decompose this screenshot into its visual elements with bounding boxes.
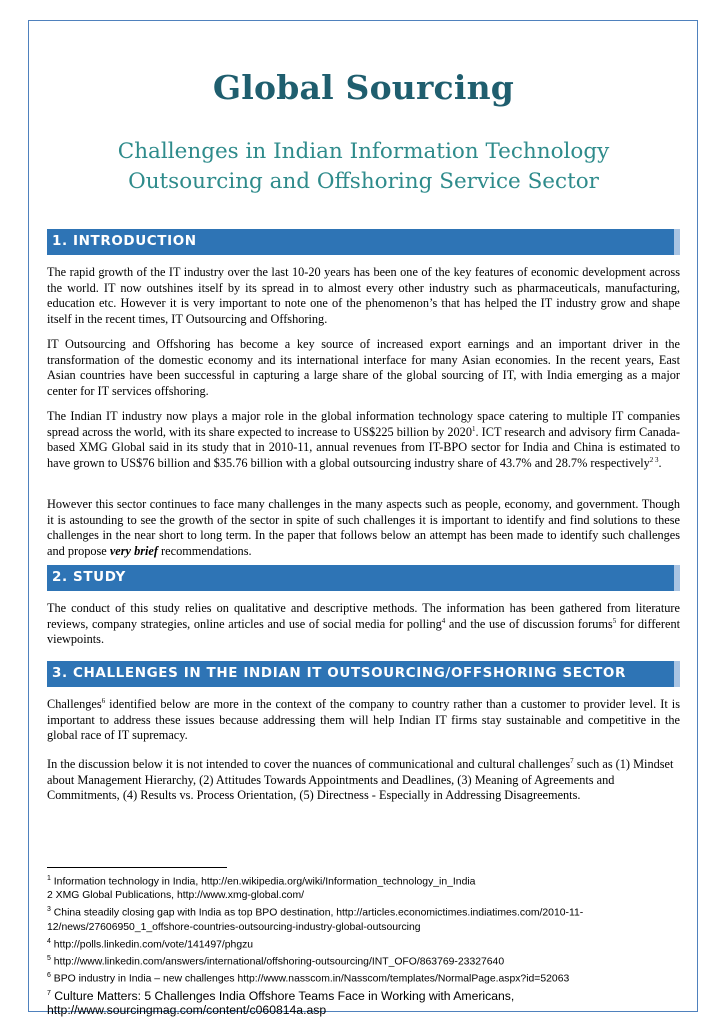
footnote-text: http://www.linkedin.com/answers/international/offshoring-outsourcing/INT_OFO/863769-23327640 bbox=[53, 956, 505, 968]
footnote-separator bbox=[47, 867, 227, 868]
challenges-paragraph-2-text-b: such as (1) Mindset about Management Hierarchy, (2) Attitudes Towards Appointments and Deadlines, (3) Meaning of Agreements and Commitments, (4) Results vs. Process Orientation, (5) Directness - Especially in Addressing Disagreements. bbox=[47, 757, 674, 802]
footnote-7 bbox=[47, 987, 680, 1018]
intro-paragraph-3 bbox=[47, 409, 680, 471]
section-heading-label: 3. CHALLENGES IN THE INDIAN IT OUTSOURCING/OFFSHORING SECTOR bbox=[52, 665, 626, 681]
footnote-ref-7: 7 bbox=[570, 756, 574, 765]
document-subtitle bbox=[47, 137, 680, 197]
footnote-ref-6: 6 bbox=[101, 696, 106, 705]
section-heading-introduction bbox=[47, 229, 680, 255]
footnote-ref-2-3: 2 3 bbox=[649, 455, 659, 464]
challenges-paragraph-2-text-a: In the discussion below it is not intended to cover the nuances of communicational and cultural challenges bbox=[47, 757, 571, 771]
footnote-number: 7 bbox=[47, 989, 51, 997]
intro-paragraph-4 bbox=[47, 497, 680, 559]
challenges-paragraph-1 bbox=[47, 697, 680, 744]
section-heading-study bbox=[47, 565, 680, 591]
footnote-text: BPO industry in India – new challenges http://www.nasscom.in/Nasscom/templates/NormalPage.aspx?id=52063 bbox=[53, 973, 570, 985]
footnote-text: Culture Matters: 5 Challenges India Offshore Teams Face in Working with Americans, http://www.sourcingmag.com/content/c060814a.asp bbox=[47, 988, 515, 1018]
study-paragraph-1 bbox=[47, 601, 680, 648]
intro-paragraph-4-text-a: However this sector continues to face many challenges in the many aspects such as people, economy, and government. Though it is astounding to see the growth of the sector in spite of such challenges it is important to identify and find solutions to these challenges in the near short to long term. In the paper that follows below an attempt has been made to identify such challenges and propose bbox=[47, 497, 680, 558]
intro-paragraph-3-text-b: . ICT research and advisory firm Canada-based XMG Global said in its study that in 2010-11, annual revenues from IT-BPO sector for India and China is estimated to have grown to US$76 billion and $35.76 billion with a global outsourcing industry share of 43.7% and 28.7% respectively bbox=[47, 424, 680, 470]
footnote-number: 4 bbox=[47, 937, 51, 945]
footnote-ref-4: 4 bbox=[441, 616, 446, 625]
challenges-paragraph-1-text-a: Challenges bbox=[47, 697, 102, 711]
intro-paragraph-2: IT Outsourcing and Offshoring has become a key source of increased export earnings and an important driver in the transformation of the domestic economy and its international interface for many Asian economies. In the recent years, East Asian countries have been successful in capturing a large share of the global sourcing of IT, with India emerging as a major center for IT services offshoring. bbox=[47, 337, 680, 398]
footnote-2 bbox=[47, 889, 680, 903]
footnote-number: 1 bbox=[47, 875, 51, 882]
document-title: Global Sourcing bbox=[212, 68, 515, 107]
intro-paragraph-4-emphasis: very brief bbox=[109, 543, 158, 558]
footnote-ref-5: 5 bbox=[612, 616, 617, 625]
section-heading-label: 1. INTRODUCTION bbox=[52, 233, 197, 249]
footnote-text: Information technology in India, http://en.wikipedia.org/wiki/Information_technology_in_India bbox=[53, 876, 476, 888]
footnote-ref-1: 1 bbox=[471, 424, 476, 433]
footnotes bbox=[47, 872, 680, 1018]
challenges-paragraph-1-text-b: identified below are more in the context of the company to country rather than a customer to provider level. It is important to address these issues because addressing them will help Indian IT firms stay sustainable and competitive in the global race of IT supremacy. bbox=[47, 697, 680, 742]
section-heading-challenges bbox=[47, 661, 680, 687]
study-paragraph-1-text-b: and the use of discussion forums bbox=[445, 616, 613, 631]
subtitle-line-1: Challenges in Indian Information Technology bbox=[117, 139, 610, 164]
intro-paragraph-1: The rapid growth of the IT industry over the last 10-20 years has been one of the key features of economic development across the world. IT now outshines itself by its spread in to almost every other industry such as pharmaceuticals, manufacturing, education etc. However it is very important to note one of the phenomenon’s that has helped the IT industry grow and shape itself in the recent times, IT Outsourcing and Offshoring. bbox=[47, 265, 680, 326]
study-paragraph-1-text-c: for different viewpoints. bbox=[47, 616, 681, 646]
footnote-number: 5 bbox=[47, 954, 51, 962]
intro-paragraph-3-text-c: . bbox=[658, 455, 662, 470]
footnote-text: http://polls.linkedin.com/vote/141497/phgzu bbox=[53, 939, 254, 951]
footnote-number: 6 bbox=[47, 972, 51, 980]
section-heading-label: 2. STUDY bbox=[52, 569, 126, 585]
footnote-text: China steadily closing gap with India as top BPO destination, http://articles.economictimes.indiatimes.com/2010-11-12/news/27606950_1_offshore-countries-outsourcing-industry-global-outsourcing bbox=[47, 907, 584, 933]
intro-paragraph-3-text-a: The Indian IT industry now plays a major role in the global information technology space catering to multiple IT companies spread across the world, with its share expected to increase to US$225 billion by 2020 bbox=[47, 409, 680, 439]
challenges-paragraph-2 bbox=[47, 757, 680, 804]
footnote-4 bbox=[47, 935, 680, 952]
footnote-6 bbox=[47, 969, 680, 986]
footnote-1 bbox=[47, 872, 680, 889]
study-paragraph-1-text-a: The conduct of this study relies on qualitative and descriptive methods. The information has been gathered from literature reviews, company strategies, online articles and use of social media for polling bbox=[47, 601, 680, 631]
footnote-text: XMG Global Publications, http://www.xmg-global.com/ bbox=[55, 890, 304, 902]
footnote-number: 2 bbox=[47, 890, 53, 902]
intro-paragraph-4-text-b: recommendations. bbox=[157, 543, 252, 558]
footnote-number: 3 bbox=[47, 906, 51, 914]
footnote-3 bbox=[47, 903, 680, 934]
footnote-5 bbox=[47, 952, 680, 969]
subtitle-line-2: Outsourcing and Offshoring Service Sector bbox=[128, 169, 599, 194]
